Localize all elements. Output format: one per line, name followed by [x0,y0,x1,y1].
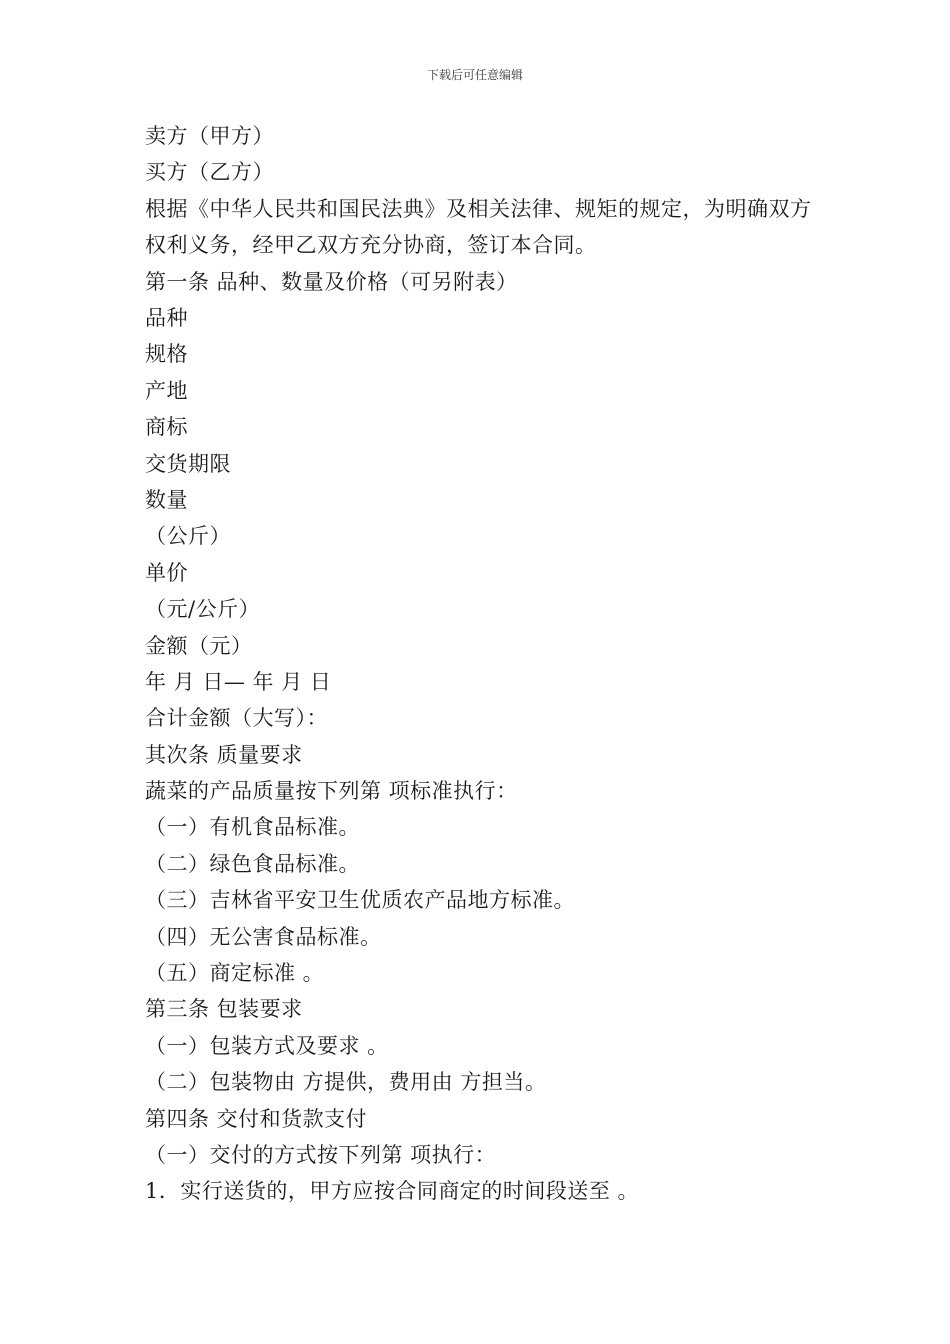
buyer-line: 买方（乙方） [145,160,274,185]
field-date-range: 年 月 日— 年 月 日 [145,669,332,694]
quality-option-5: （五）商定标准 。 [145,961,325,986]
field-unit-price-unit: （元/公斤） [145,597,261,622]
quality-option-2: （二）绿色食品标准。 [145,851,360,876]
seller-line: 卖方（甲方） [145,124,274,148]
packaging-item-2: （二）包装物由 方提供，费用由 方担当。 [145,1070,547,1095]
field-specification: 规格 [145,342,188,367]
delivery-method-1: 1．实行送货的，甲方应按合同商定的时间段送至 。 [145,1179,640,1204]
field-amount: 金额（元） [145,633,253,658]
preamble-paragraph: 根据《中华人民共和国民法典》及相关法律、规矩的规定，为明确双方权利义务，经甲乙双方充分协商，签订本合同。 [145,196,812,258]
field-unit-price: 单价 [145,560,188,585]
packaging-item-1: （一）包装方式及要求 。 [145,1033,389,1058]
field-variety: 品种 [145,305,188,330]
page-header-note: 下载后可任意编辑 [426,68,523,82]
field-quantity-unit: （公斤） [145,524,231,549]
field-quantity: 数量 [145,487,188,512]
article-1-heading: 第一条 品种、数量及价格（可另附表） [145,269,518,294]
delivery-method-intro: （一）交付的方式按下列第 项执行： [145,1142,497,1167]
field-origin: 产地 [145,378,188,403]
field-delivery-period: 交货期限 [145,451,231,476]
article-3-heading: 第三条 包装要求 [145,997,303,1022]
contract-body [145,118,815,1210]
article-2-heading: 其次条 质量要求 [145,742,303,767]
quality-option-1: （一）有机食品标准。 [145,815,360,840]
quality-option-3: （三）吉林省平安卫生优质农产品地方标准。 [145,888,575,913]
quality-standard-intro: 蔬菜的产品质量按下列第 项标准执行： [145,779,518,804]
quality-option-4: （四）无公害食品标准。 [145,924,382,949]
field-trademark: 商标 [145,415,188,440]
field-total-amount: 合计金额（大写）： [145,706,328,731]
article-4-heading: 第四条 交付和货款支付 [145,1106,368,1131]
